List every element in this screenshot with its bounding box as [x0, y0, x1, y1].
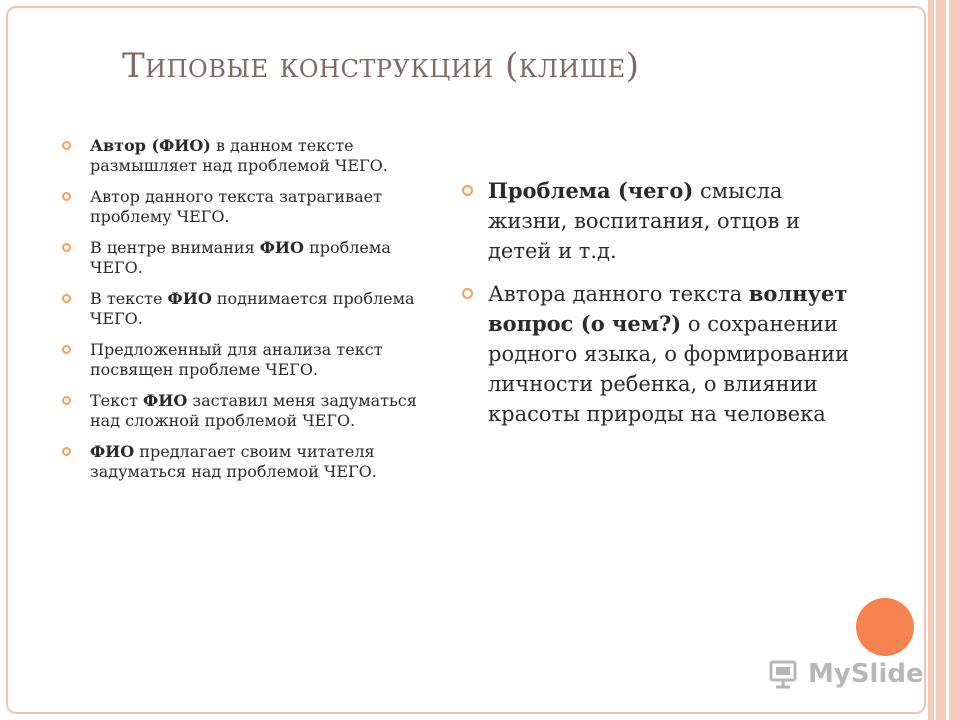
text: смысла жизни, воспитания, отцов и детей и т.д. — [488, 179, 800, 263]
text: Предложенный для анализа текст посвящен проблеме ЧЕГО. — [90, 340, 383, 379]
list-item — [62, 442, 444, 482]
bullet-circle-icon — [462, 288, 473, 299]
text: о сохранении родного языка, о формировании личности ребенка, о влиянии красоты природы на человека — [488, 312, 849, 426]
left-bullet-list — [62, 136, 444, 482]
bold-text: ФИО — [143, 391, 188, 410]
bold-text: ФИО — [167, 289, 212, 308]
bullet-circle-icon — [62, 141, 71, 150]
bullet-circle-icon — [62, 294, 71, 303]
list-item — [62, 340, 444, 380]
myslide-logo-icon — [768, 657, 802, 691]
bullet-circle-icon — [462, 185, 473, 196]
bold-text: волнует вопрос (о чем?) — [488, 281, 848, 336]
bullet-circle-icon — [62, 243, 71, 252]
decorative-orange-circle — [856, 598, 914, 656]
bullet-circle-icon — [62, 447, 71, 456]
text: В тексте — [90, 289, 168, 308]
list-item — [62, 391, 444, 431]
stripe-line — [934, 0, 936, 720]
text: поднимается проблема ЧЕГО. — [90, 289, 415, 328]
text: В центре внимания — [90, 238, 260, 257]
bold-text: ФИО — [90, 442, 135, 461]
text: проблема ЧЕГО. — [90, 238, 391, 277]
slide-title: Типовые конструкции (клише) — [122, 46, 640, 86]
left-column — [62, 136, 444, 493]
bullet-circle-icon — [62, 345, 71, 354]
right-column — [462, 176, 860, 442]
list-item — [62, 238, 444, 278]
list-item — [62, 136, 444, 176]
list-item — [62, 289, 444, 329]
watermark-text: MySlide — [808, 659, 924, 689]
text: предлагает своим читателя задуматься над проблемой ЧЕГО. — [90, 442, 377, 481]
bold-text: Проблема (чего) — [488, 178, 694, 203]
bullet-circle-icon — [62, 192, 71, 201]
list-item — [462, 279, 860, 429]
stripe-line — [946, 0, 949, 720]
text: в данном тексте размышляет над проблемой ЧЕГО. — [90, 136, 388, 175]
watermark — [768, 654, 924, 694]
text: Текст — [90, 391, 144, 410]
text: заставил меня задуматься над сложной проблемой ЧЕГО. — [90, 391, 417, 430]
bold-text: ФИО — [259, 238, 304, 257]
text: Автора данного текста — [488, 282, 749, 306]
bullet-circle-icon — [62, 396, 71, 405]
list-item — [62, 187, 444, 227]
bold-text: Автор (ФИО) — [90, 136, 211, 155]
list-item — [462, 176, 860, 266]
right-decorative-stripes — [928, 0, 960, 720]
text: Автор данного текста затрагивает проблему ЧЕГО. — [90, 187, 382, 226]
right-bullet-list — [462, 176, 860, 429]
